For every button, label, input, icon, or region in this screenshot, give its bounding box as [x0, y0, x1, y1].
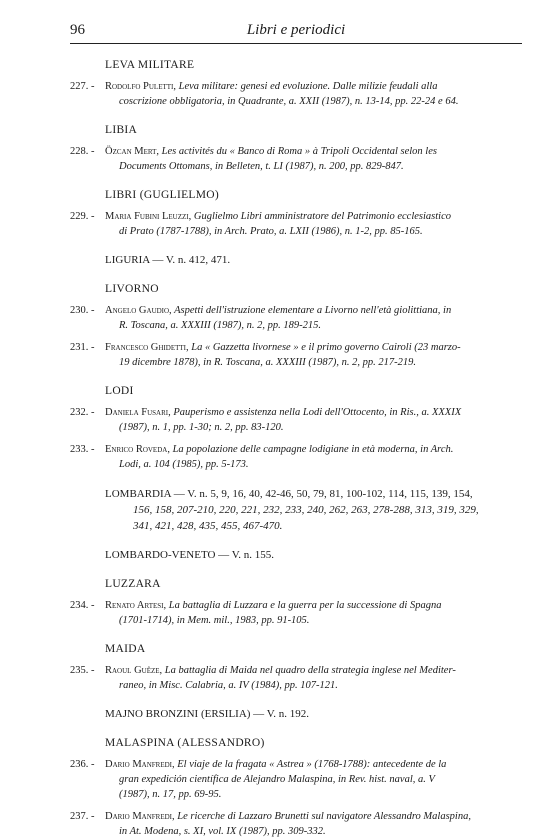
entry-number: 230. -: [70, 305, 95, 316]
entry-line: Documents Ottomans, in Belleten, t. LI (1987), n. 200, pp. 829-847.: [119, 161, 404, 172]
bibliography-list: [70, 58, 522, 839]
entry-number: 235. -: [70, 665, 95, 676]
entry-author: Francesco Ghidetti,: [105, 342, 189, 353]
bibliography-entry: [70, 598, 522, 628]
entry-line: Lodi, a. 104 (1985), pp. 5-173.: [119, 459, 249, 470]
section-heading: LIBIA: [105, 124, 138, 136]
entry-line: raneo, in Misc. Calabria, a. IV (1984), pp. 107-121.: [119, 680, 338, 691]
entry-text: [105, 79, 522, 109]
cross-reference-line: 341, 421, 428, 435, 455, 467-470.: [133, 520, 283, 532]
entry-number: 237. -: [70, 811, 95, 822]
page-number: 96: [70, 22, 85, 38]
entry-line: gran expedición científica de Alejandro Malaspina, in Rev. hist. naval, a. V: [119, 774, 435, 785]
entry-number: 232. -: [70, 407, 95, 418]
entry-number: 233. -: [70, 444, 95, 455]
entry-number: 231. -: [70, 342, 95, 353]
bibliography-entry: [70, 340, 522, 370]
cross-reference-lombardia: [105, 486, 522, 534]
entry-author: Enrico Roveda,: [105, 444, 170, 455]
running-title: Libri e periodici: [246, 22, 346, 38]
section: [70, 577, 522, 628]
bibliography-entry: [70, 757, 522, 802]
cross-reference-line: 156, 158, 207-210, 220, 221, 232, 233, 240, 262, 263, 278-288, 313, 319, 329,: [133, 504, 479, 516]
entry-line: R. Toscana, a. XXXIII (1987), n. 2, pp. 189-215.: [119, 320, 322, 331]
entry-line: in At. Modena, s. XI, vol. IX (1987), pp. 309-332.: [119, 826, 326, 837]
entry-line: Le ricerche di Lazzaro Brunetti sul navigatore Alessandro Malaspina,: [174, 811, 471, 822]
entry-text: [105, 405, 522, 435]
entry-text: [105, 303, 522, 333]
section: [70, 384, 522, 472]
section: [70, 188, 522, 239]
entry-line: di Prato (1787-1788), in Arch. Prato, a. LXII (1986), n. 1-2, pp. 85-165.: [119, 226, 423, 237]
section: [70, 548, 522, 563]
section-heading: LODI: [105, 385, 134, 397]
bibliography-entry: [70, 663, 522, 693]
section: [70, 282, 522, 370]
section: [70, 58, 522, 109]
entry-text: [105, 209, 522, 239]
entry-line: (1987), n. 17, pp. 69-95.: [119, 789, 222, 800]
entry-line: Pauperismo e assistenza nella Lodi dell'Ottocento, in Ris., a. XXXIX: [170, 407, 462, 418]
entry-number: 228. -: [70, 146, 95, 157]
entry-line: Aspetti dell'istruzione elementare a Livorno nell'età giolittiana, in: [171, 305, 452, 316]
section: [70, 123, 522, 174]
entry-author: Raoul Guêze,: [105, 665, 163, 676]
cross-reference: MAJNO BRONZINI (ERSILIA) — V. n. 192.: [105, 708, 310, 720]
entry-text: [105, 144, 522, 174]
entry-text: [105, 598, 522, 628]
bibliography-entry: [70, 442, 522, 472]
entry-author: Angelo Gaudio,: [105, 305, 172, 316]
bibliography-entry: [70, 209, 522, 239]
entry-line: La battaglia di Luzzara e la guerra per la successione di Spagna: [166, 600, 442, 611]
header-rule: [70, 43, 522, 44]
entry-line: Leva militare: genesi ed evoluzione. Dalle milizie feudali alla: [175, 81, 438, 92]
section: [70, 486, 522, 534]
entry-line: 19 dicembre 1878), in R. Toscana, a. XXXIII (1987), n. 2, pp. 217-219.: [119, 357, 416, 368]
section-heading: LUZZARA: [105, 578, 161, 590]
section: [70, 736, 522, 839]
entry-author: Daniela Fusari,: [105, 407, 171, 418]
bibliography-entry: [70, 79, 522, 109]
entry-text: [105, 340, 522, 370]
section-heading: LIVORNO: [105, 283, 159, 295]
section: [70, 707, 522, 722]
section-heading: LIBRI (GUGLIELMO): [105, 189, 220, 201]
entry-line: (1987), n. 1, pp. 1-30; n. 2, pp. 83-120.: [119, 422, 284, 433]
section-heading: MALASPINA (ALESSANDRO): [105, 737, 265, 749]
entry-number: 229. -: [70, 211, 95, 222]
cross-reference-line: LOMBARDIA — V. n. 5, 9, 16, 40, 42-46, 50, 79, 81, 100-102, 114, 115, 139, 154,: [105, 488, 473, 500]
cross-reference: LIGURIA — V. n. 412, 471.: [105, 254, 231, 266]
entry-number: 236. -: [70, 759, 95, 770]
section-heading: LEVA MILITARE: [105, 59, 195, 71]
entry-author: Rodolfo Puletti,: [105, 81, 176, 92]
entry-line: La battaglia di Maida nel quadro della strategia inglese nel Mediter-: [162, 665, 456, 676]
page-header: [70, 22, 522, 42]
bibliography-entry: [70, 809, 522, 839]
entry-line: coscrizione obbligatoria, in Quadrante, a. XXII (1987), n. 13-14, pp. 22-24 e 64.: [119, 96, 459, 107]
entry-line: El viaje de la fragata « Astrea » (1768-1788): antecedente de la: [174, 759, 447, 770]
entry-text: [105, 809, 522, 839]
bibliography-entry: [70, 405, 522, 435]
entry-line: La popolazione delle campagne lodigiane in età moderna, in Arch.: [169, 444, 454, 455]
entry-line: Les activités du « Banco di Roma » à Tripoli Occidental selon les: [159, 146, 437, 157]
section-heading: MAIDA: [105, 643, 146, 655]
section: [70, 642, 522, 693]
entry-number: 227. -: [70, 81, 95, 92]
entry-author: Dario Manfredi,: [105, 759, 175, 770]
entry-line: (1701-1714), in Mem. mil., 1983, pp. 91-105.: [119, 615, 310, 626]
entry-text: [105, 442, 522, 472]
entry-author: Özcan Mert,: [105, 146, 160, 157]
entry-author: Dario Manfredi,: [105, 811, 175, 822]
entry-number: 234. -: [70, 600, 95, 611]
bibliography-entry: [70, 144, 522, 174]
entry-text: [105, 757, 522, 802]
section: [70, 253, 522, 268]
bibliography-entry: [70, 303, 522, 333]
entry-line: La « Gazzetta livornese » e il primo governo Cairoli (23 marzo-: [188, 342, 461, 353]
entry-author: Maria Fubini Leuzzi,: [105, 211, 192, 222]
entry-author: Renato Artesi,: [105, 600, 167, 611]
cross-reference: LOMBARDO-VENETO — V. n. 155.: [105, 549, 274, 561]
entry-text: [105, 663, 522, 693]
entry-line: Guglielmo Libri amministratore del Patrimonio ecclesiastico: [191, 211, 451, 222]
